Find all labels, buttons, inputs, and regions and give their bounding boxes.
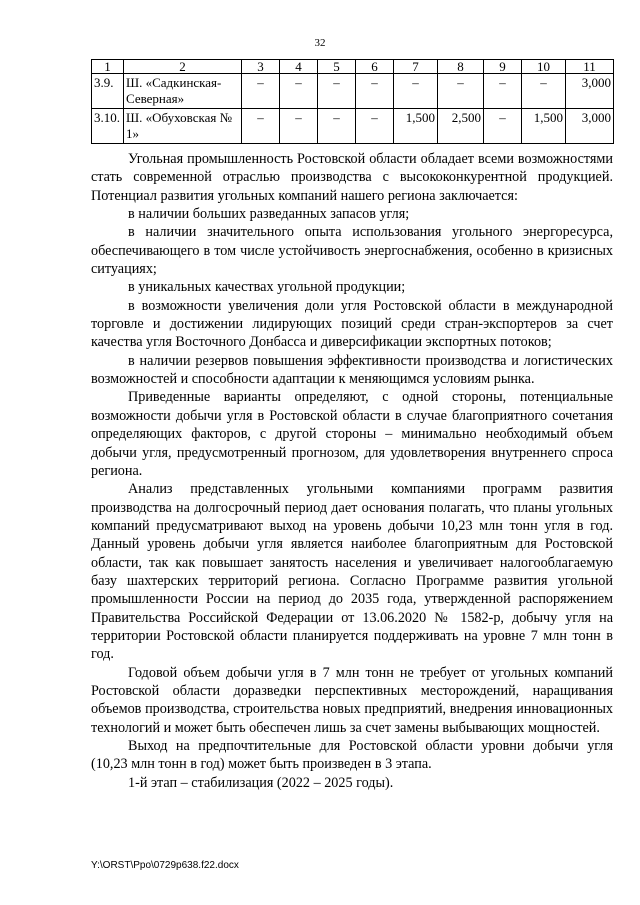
coal-mines-table (91, 59, 614, 144)
paragraph-stage-1: 1-й этап – стабилизация (2022 – 2025 годы). (128, 774, 394, 791)
row-number: 3.9. (92, 74, 124, 109)
table-header-cell: 2 (124, 60, 242, 74)
document-body (91, 150, 613, 792)
table-cell: – (242, 109, 280, 144)
table-cell: – (438, 74, 484, 109)
table-header-cell: 11 (566, 60, 614, 74)
mine-name: Ш. «Садкинская-Северная» (124, 74, 242, 109)
table-cell: – (280, 109, 318, 144)
paragraph-list-item: в наличии больших разведанных запасов угля; (128, 206, 410, 223)
table-header-cell: 6 (356, 60, 394, 74)
table-cell: – (356, 109, 394, 144)
table-cell: – (318, 74, 356, 109)
footer-file-path: Y:\ORST\Ppo\0729p638.f22.docx (91, 860, 239, 871)
table-header-cell: 8 (438, 60, 484, 74)
row-number: 3.10. (92, 109, 124, 144)
table-header-cell: 10 (522, 60, 566, 74)
table-header-cell: 5 (318, 60, 356, 74)
table-cell: 3,000 (566, 74, 614, 109)
table-header-row (92, 60, 614, 74)
table-cell: – (318, 109, 356, 144)
table-cell: 1,500 (394, 109, 438, 144)
paragraph-annual-volume: Годовой объем добычи угля в 7 млн тонн не требует от угольных компаний Ростовской области доразведки перспективных месторождений, наращивания объемов производства, строительства новых предприятий, внедрения инновационных технологий и может быть обеспечен лишь за счет замены выбывающих мощностей. (91, 664, 613, 736)
table-cell: 3,000 (566, 109, 614, 144)
paragraph-analysis: Анализ представленных угольными компаниями программ развития производства на долгосрочный период дает основания полагать, что планы угольных компаний предусматривают выход на уровень добычи 10,23 млн тонн угля в год. Данный уровень добычи угля является наиболее благоприятным для Ростовской области, так как повышает занятость населения и увеличивает налогооблагаемую базу шахтерских территорий региона. Согласно Программе развития угольной промышленности России на период до 2035 года, утвержденной распоряжением Правительства Российской Федерации от 13.06.2020 № 1582-р, добычу угля на территории Ростовской области планируется поддерживать на уровне 7 млн тонн в год. (91, 481, 613, 663)
table-cell: 2,500 (438, 109, 484, 144)
table-cell: – (484, 74, 522, 109)
table-cell: – (356, 74, 394, 109)
table-cell: – (394, 74, 438, 109)
paragraph-list-item: в наличии значительного опыта использования угольного энергоресурса, обеспечивающего в том числе устойчивость энергоснабжения, особенно в кризисных ситуациях; (91, 224, 613, 278)
paragraph-variants: Приведенные варианты определяют, с одной стороны, потенциальные возможности добычи угля в Ростовской области в случае благоприятного сочетания определяющих факторов, с другой стороны – минимально необходимый объем добычи угля, предусмотренный прогнозом, для удовлетворения внутреннего спроса региона. (91, 389, 613, 479)
paragraph-list-item: в уникальных качествах угольной продукции; (128, 279, 406, 296)
table-header-cell: 4 (280, 60, 318, 74)
table-cell: 1,500 (522, 109, 566, 144)
table-cell: – (484, 109, 522, 144)
paragraph-intro: Угольная промышленность Ростовской области обладает всеми возможностями стать современной отраслью производства с высококонкурентной продукцией. Потенциал развития угольных компаний нашего региона заключается: (91, 151, 613, 204)
mine-name: Ш. «Обуховская № 1» (124, 109, 242, 144)
page-number: 32 (314, 37, 326, 49)
table-cell: – (280, 74, 318, 109)
table-cell: – (522, 74, 566, 109)
paragraph-stages: Выход на предпочтительные для Ростовской области уровни добычи угля (10,23 млн тонн в год) может быть произведен в 3 этапа. (91, 738, 613, 773)
paragraph-list-item: в наличии резервов повышения эффективности производства и логистических возможностей и способности адаптации к меняющимся условиям рынка. (91, 352, 613, 388)
table-row (92, 109, 614, 144)
paragraph-list-item: в возможности увеличения доли угля Ростовской области в международной торговле и достижении лидирующих позиций среди стран-экспортеров за счет качества угля Восточного Донбасса и диверсификации экспортных потоков; (91, 297, 613, 351)
table-row (92, 74, 614, 109)
table-header-cell: 7 (394, 60, 438, 74)
table-header-cell: 9 (484, 60, 522, 74)
table-cell: – (242, 74, 280, 109)
table-header-cell: 3 (242, 60, 280, 74)
table-header-cell: 1 (92, 60, 124, 74)
